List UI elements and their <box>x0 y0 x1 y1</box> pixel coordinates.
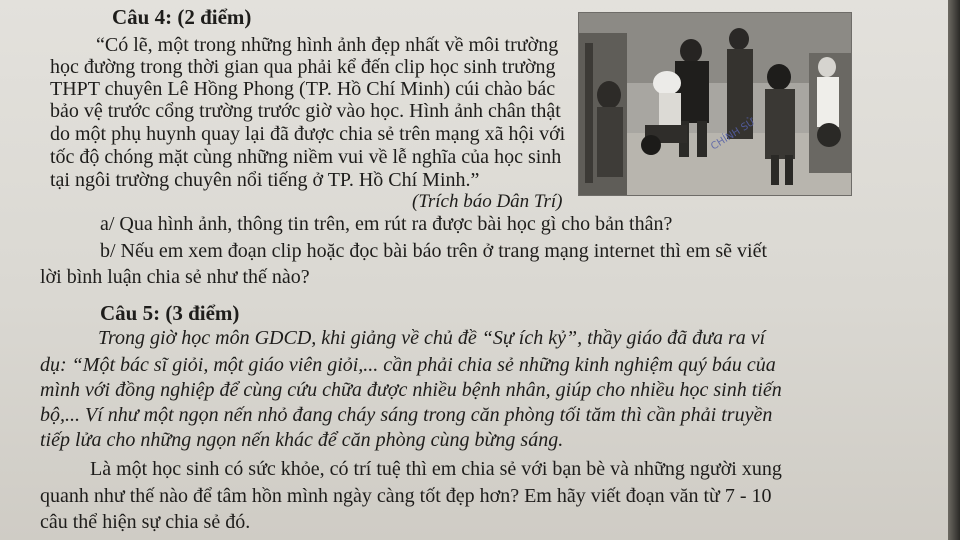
q4-line: học đường trong thời gian qua phải kể đến clip học sinh trường <box>50 56 556 78</box>
q4-line: THPT chuyên Lê Hồng Phong (TP. Hồ Chí Minh) cúi chào bác <box>50 78 556 100</box>
q5-heading: Câu 5: (3 điểm) <box>100 301 240 325</box>
q5-task-line: câu thể hiện sự chia sẻ đó. <box>40 511 251 533</box>
q4-line: “Có lẽ, một trong những hình ảnh đẹp nhất về môi trường <box>96 34 559 56</box>
q5-prompt-line: mình với đồng nghiệp để cùng cứu chữa được nhiều bệnh nhân, giúp cho nhiều học sinh tiến <box>40 379 782 401</box>
q5-prompt-line: Trong giờ học môn GDCD, khi giảng về chủ đề “Sự ích kỷ”, thầy giáo đã đưa ra ví <box>98 327 766 349</box>
q4-line: bảo vệ trước cổng trường trước giờ vào học. Hình ảnh chân thật <box>50 100 561 122</box>
q4-part-a: a/ Qua hình ảnh, thông tin trên, em rút ra được bài học gì cho bản thân? <box>100 213 673 235</box>
q4-line: tại ngôi trường chuyên nổi tiếng ở TP. Hồ Chí Minh.” <box>50 169 480 191</box>
news-photo <box>578 12 852 196</box>
page-edge-shadow <box>948 0 960 540</box>
q5-prompt-line: bộ,... Ví như một ngọn nến nhỏ đang cháy sáng trong căn phòng tối tăm thì cần phải truyền <box>40 404 773 426</box>
q4-part-b-cont: lời bình luận chia sẻ như thế nào? <box>40 266 310 288</box>
q4-source: (Trích báo Dân Trí) <box>412 191 563 212</box>
q4-line: do một phụ huynh quay lại đã được chia sẻ trên mạng xã hội với <box>50 123 566 145</box>
stamp-mark: CHÍNH SỬ <box>709 116 758 153</box>
q5-prompt-line: dụ: “Một bác sĩ giỏi, một giáo viên giỏi,... cần phải chia sẻ những kinh nghiệm quý báu của <box>40 354 776 376</box>
q5-prompt-line: tiếp lửa cho những ngọn nến khác để căn phòng cùng bừng sáng. <box>40 429 564 451</box>
photo-scene <box>579 13 851 195</box>
q4-heading: Câu 4: (2 điểm) <box>112 5 252 29</box>
q5-task-line: quanh như thế nào để tâm hồn mình ngày càng tốt đẹp hơn? Em hãy viết đoạn văn từ 7 - 10 <box>40 485 772 507</box>
q4-line: tốc độ chóng mặt cùng những niềm vui về lễ nghĩa của học sinh <box>50 146 562 168</box>
q5-task-line: Là một học sinh có sức khỏe, có trí tuệ thì em chia sẻ với bạn bè và những người xung <box>90 458 782 480</box>
q4-part-b: b/ Nếu em xem đoạn clip hoặc đọc bài báo trên ở trang mạng internet thì em sẽ viết <box>100 240 768 262</box>
